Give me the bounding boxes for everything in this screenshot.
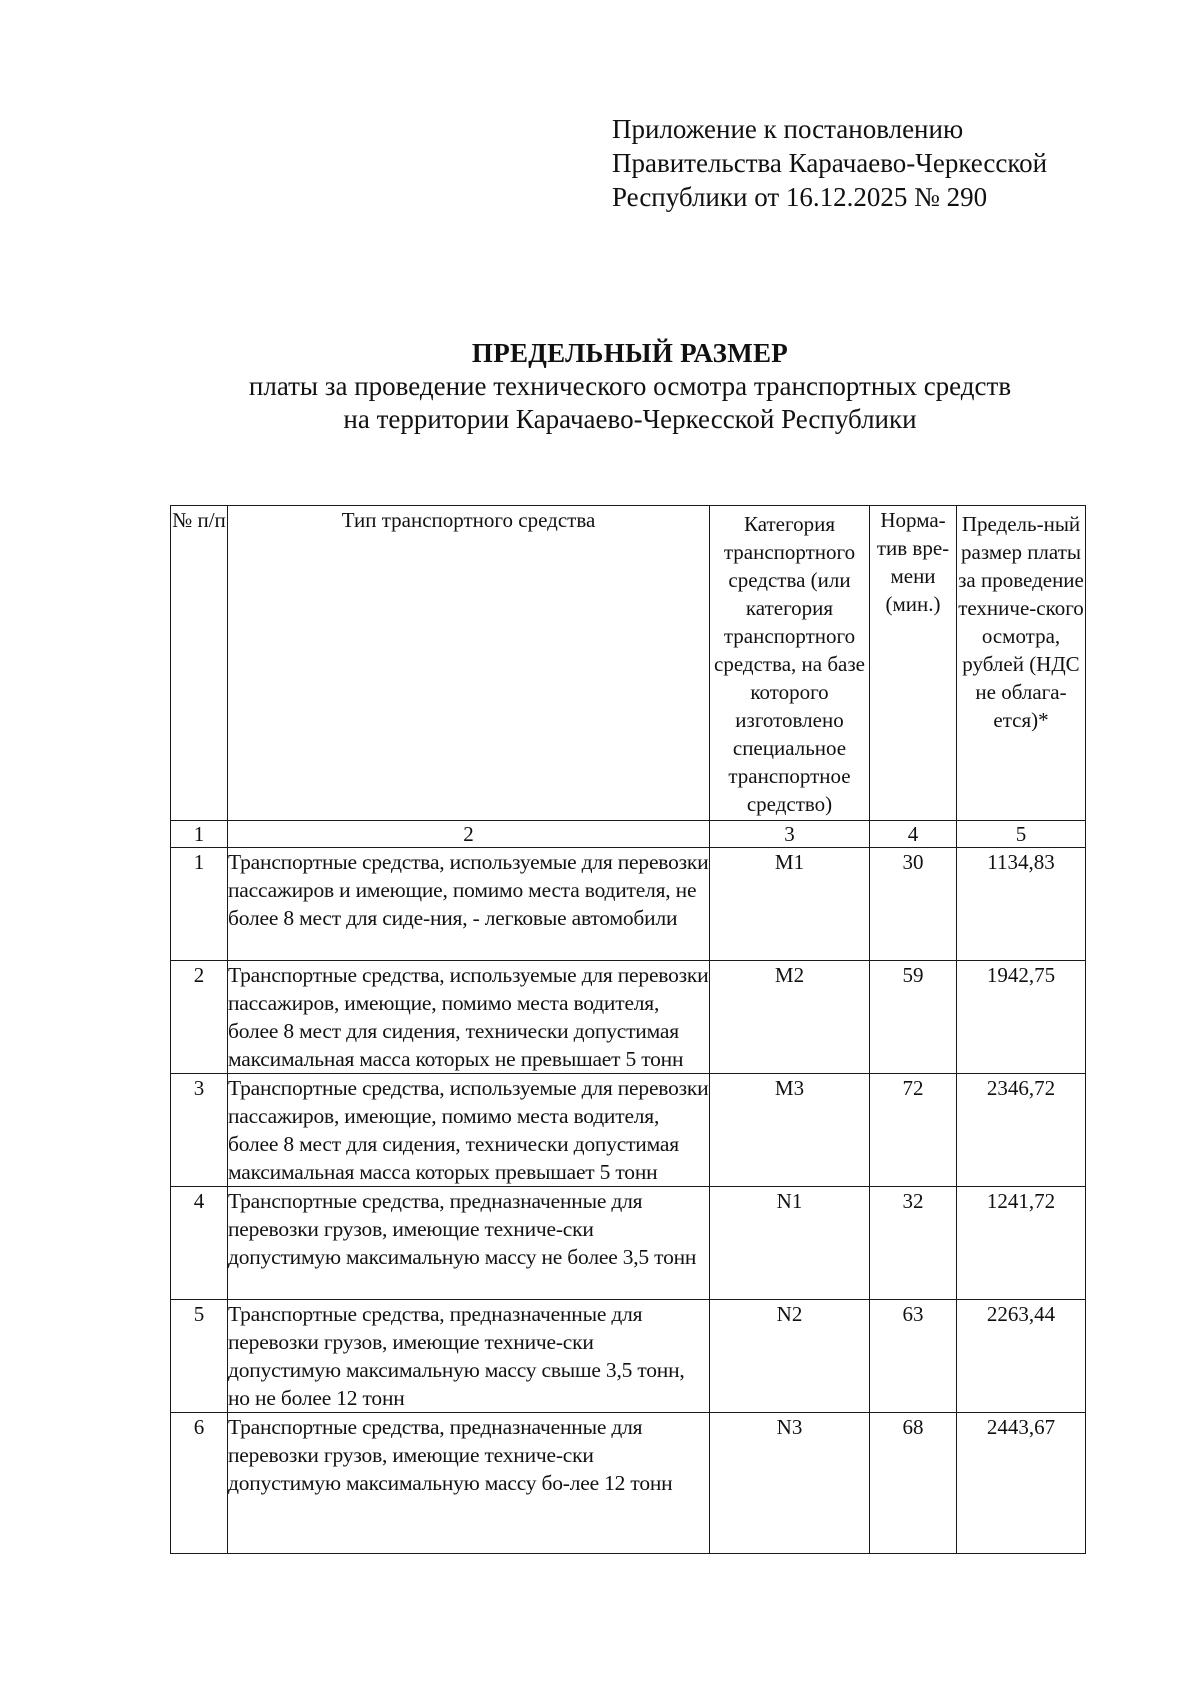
- appendix-line-3: Республики от 16.12.2025 № 290: [612, 182, 988, 212]
- appendix-reference: [612, 112, 1047, 214]
- table-row: [171, 961, 1086, 1074]
- table-row: [171, 1413, 1086, 1554]
- header-max-fee: Предель-ный размер платы за проведение техниче-ского осмотра, рублей (НДС не облага-ется)*: [957, 506, 1086, 821]
- table-row: [171, 1187, 1086, 1300]
- max-fee: 2263,44: [957, 1300, 1086, 1413]
- vehicle-type: Транспортные средства, предназначенные для перевозки грузов, имеющие техниче-ски допустимую максимальную массу бо-лее 12 тонн: [228, 1413, 710, 1554]
- time-norm: 72: [870, 1074, 957, 1187]
- document-subtitle-line-1: платы за проведение технического осмотра транспортных средств: [248, 371, 1012, 401]
- vehicle-category: M3: [710, 1074, 870, 1187]
- column-number: 4: [870, 821, 957, 848]
- vehicle-category: N3: [710, 1413, 870, 1554]
- vehicle-type: Транспортные средства, используемые для перевозки пассажиров и имеющие, помимо места водителя, не более 8 мест для сиде-ния, - легковые автомобили: [228, 848, 710, 961]
- vehicle-type: Транспортные средства, предназначенные для перевозки грузов, имеющие техниче-ски допустимую максимальную массу свыше 3,5 тонн, но не более 12 тонн: [228, 1300, 710, 1413]
- column-number-row: [171, 821, 1086, 848]
- time-norm: 32: [870, 1187, 957, 1300]
- time-norm: 63: [870, 1300, 957, 1413]
- max-fee: 1942,75: [957, 961, 1086, 1074]
- max-fee: 2443,67: [957, 1413, 1086, 1554]
- table-row: [171, 1300, 1086, 1413]
- max-fee: 1134,83: [957, 848, 1086, 961]
- fee-table: [170, 505, 1086, 1554]
- table-row: [171, 1074, 1086, 1187]
- header-time-norm: Норма-тив вре-мени (мин.): [870, 506, 957, 821]
- row-number: 4: [171, 1187, 228, 1300]
- time-norm: 30: [870, 848, 957, 961]
- row-number: 6: [171, 1413, 228, 1554]
- header-vehicle-type: Тип транспортного средства: [228, 506, 710, 821]
- vehicle-type: Транспортные средства, используемые для перевозки пассажиров, имеющие, помимо места водителя, более 8 мест для сидения, технически допустимая максимальная масса которых не превышает 5 тонн: [228, 961, 710, 1074]
- column-number: 2: [228, 821, 710, 848]
- row-number: 3: [171, 1074, 228, 1187]
- appendix-line-2: Правительства Карачаево-Черкесской: [612, 148, 1048, 178]
- time-norm: 59: [870, 961, 957, 1074]
- header-vehicle-category: Категория транспортного средства (или категория транспортного средства, на базе которого изготовлено специальное транспортное средство): [710, 506, 870, 821]
- document-heading: [0, 336, 1200, 436]
- column-number: 1: [171, 821, 228, 848]
- vehicle-category: M2: [710, 961, 870, 1074]
- vehicle-category: N2: [710, 1300, 870, 1413]
- vehicle-type: Транспортные средства, предназначенные для перевозки грузов, имеющие техниче-ски допустимую максимальную массу не более 3,5 тонн: [228, 1187, 710, 1300]
- time-norm: 68: [870, 1413, 957, 1554]
- document-title: ПРЕДЕЛЬНЫЙ РАЗМЕР: [471, 338, 789, 368]
- column-number: 5: [957, 821, 1086, 848]
- document-subtitle-line-2: на территории Карачаево-Черкесской Республики: [343, 404, 917, 434]
- column-number: 3: [710, 821, 870, 848]
- row-number: 5: [171, 1300, 228, 1413]
- row-number: 1: [171, 848, 228, 961]
- max-fee: 2346,72: [957, 1074, 1086, 1187]
- vehicle-category: M1: [710, 848, 870, 961]
- vehicle-type: Транспортные средства, используемые для перевозки пассажиров, имеющие, помимо места водителя, более 8 мест для сидения, технически допустимая максимальная масса которых превышает 5 тонн: [228, 1074, 710, 1187]
- row-number: 2: [171, 961, 228, 1074]
- max-fee: 1241,72: [957, 1187, 1086, 1300]
- header-row-number: № п/п: [171, 506, 228, 821]
- table-row: [171, 848, 1086, 961]
- appendix-line-1: Приложение к постановлению: [612, 114, 964, 144]
- table-header-row: [171, 506, 1086, 821]
- vehicle-category: N1: [710, 1187, 870, 1300]
